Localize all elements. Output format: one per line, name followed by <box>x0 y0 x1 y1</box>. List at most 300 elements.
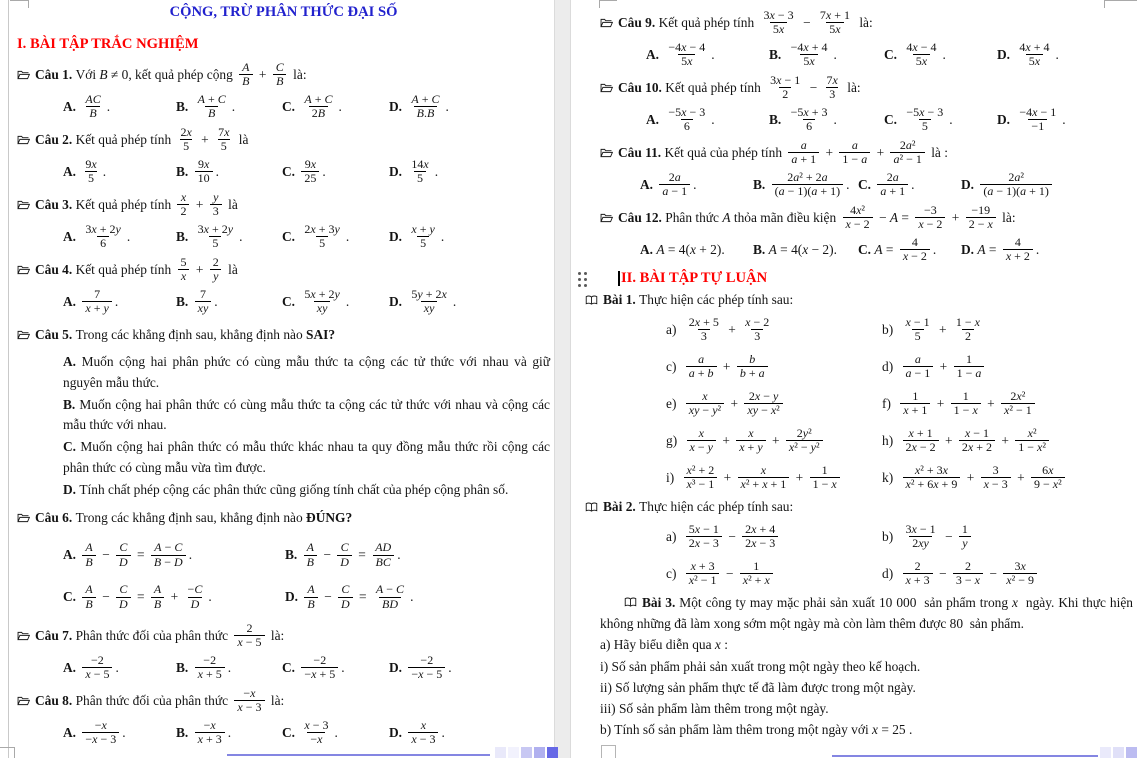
option-letter: D. <box>389 228 406 244</box>
fraction: $\frac{A - C}{BD}$ <box>375 582 405 611</box>
expression-item <box>882 459 1133 496</box>
answer-option <box>961 236 1133 264</box>
fraction: $\frac{3}{x - 3}$ <box>981 464 1011 492</box>
text: . <box>833 241 837 257</box>
fraction: $\frac{C}{B}$ <box>273 61 287 89</box>
question-stem <box>600 136 1133 169</box>
fraction: $\frac{x + 3}{\text{x² − 1}}$ <box>686 560 720 588</box>
text: là <box>224 196 238 212</box>
question-stem <box>17 253 550 286</box>
text: . <box>1035 241 1040 257</box>
expression-grid <box>666 518 1133 592</box>
answer-option <box>176 223 282 251</box>
text: là: <box>998 209 1016 225</box>
math-text: + <box>719 358 734 374</box>
text: Kết quả phép tính <box>75 131 175 147</box>
multiple-choice-questions-continued <box>600 6 1133 265</box>
fraction: $\frac{\text{2a²}}{\text{a² − 1}}$ <box>890 139 924 167</box>
math-text: B ≠ 0 <box>99 66 129 82</box>
answer-option <box>63 576 285 618</box>
question-marker-icon <box>17 631 30 641</box>
page-left[interactable] <box>8 0 554 758</box>
fraction: $\frac{A}{B}$ <box>304 583 317 611</box>
fraction: $\frac{\text{2a²}}{(a - 1)(a + 1)}$ <box>980 171 1052 199</box>
fraction: $\frac{5x + 2y}{xy}$ <box>304 286 340 315</box>
fraction: $\frac{AD}{BC}$ <box>372 541 394 569</box>
crop-mark <box>0 747 15 758</box>
text: . <box>452 293 457 309</box>
item-letter: c) <box>666 358 680 374</box>
option-letter: A. <box>646 111 663 127</box>
answer-options <box>63 534 550 618</box>
question-marker-icon <box>17 135 30 145</box>
option-letter: C. <box>282 659 299 675</box>
exercise-paragraph <box>600 698 1133 719</box>
fraction: $\frac{14x}{5}$ <box>411 156 429 185</box>
fraction: $\frac{7x}{3}$ <box>826 72 838 101</box>
answer-option <box>769 106 884 134</box>
expression-item <box>666 311 882 348</box>
expression-item <box>882 518 1133 555</box>
text: ĐÚNG? <box>306 509 353 525</box>
expression-item <box>882 385 1133 422</box>
item-letter: k) <box>882 469 897 485</box>
answer-option <box>858 236 961 264</box>
option-letter: C. <box>282 163 299 179</box>
option-letter: A. <box>640 241 657 257</box>
math-text: A = 4(x + 2) <box>656 241 722 257</box>
option-letter: C. <box>282 293 299 309</box>
fraction: $\frac{\text{2a² + 2a}}{(a - 1)(a + 1)}$ <box>772 171 844 199</box>
answer-option <box>282 654 389 682</box>
answer-option <box>389 223 550 251</box>
fraction: $\frac{1 - x}{2}$ <box>955 314 980 343</box>
text: , kết quả phép cộng <box>128 66 237 82</box>
exercise-number: Bài 2. <box>603 499 640 514</box>
text: . <box>911 176 915 192</box>
fraction: $\frac{-5x + 3}{6}$ <box>790 104 828 133</box>
question <box>17 188 550 252</box>
item-letter: f) <box>882 395 895 411</box>
math-text: x <box>714 637 721 653</box>
math-text: − <box>319 547 335 563</box>
item-letter: c) <box>666 565 680 581</box>
bottom-accent-line-left <box>227 754 490 756</box>
fraction: $\frac{a}{a + b}$ <box>686 353 717 381</box>
option-letter: B. <box>176 724 192 740</box>
fraction: $\frac{-2}{-x + 5}$ <box>301 654 338 682</box>
answer-options <box>63 652 550 683</box>
text: là: <box>267 692 285 708</box>
answer-option <box>285 576 550 618</box>
math-text: − <box>724 528 740 544</box>
option-letter: B. <box>753 176 769 192</box>
question-marker-icon <box>600 18 613 28</box>
fraction: $\frac{A - C}{B - D}$ <box>151 541 186 569</box>
answer-option <box>646 106 769 134</box>
text: . <box>942 46 946 62</box>
answer-option <box>63 437 554 479</box>
block-drag-handle[interactable] <box>578 272 587 287</box>
fraction: $\frac{-4x + 4}{5x}$ <box>790 39 828 68</box>
fraction: $\frac{6x}{\text{9 − x²}}$ <box>1031 464 1065 492</box>
text: . <box>1062 111 1066 127</box>
text: . <box>341 659 345 675</box>
option-letter: A. <box>63 354 82 369</box>
essay-exercises <box>600 289 1137 740</box>
answer-option <box>646 41 769 69</box>
option-letter: A. <box>63 98 80 114</box>
answer-option <box>63 352 554 394</box>
question-marker-icon <box>17 330 30 340</box>
fraction: $\frac{2x + 3y}{5}$ <box>304 221 340 250</box>
text: là: <box>843 79 861 95</box>
answer-options <box>63 91 550 122</box>
fraction: $\frac{2}{x + 3}$ <box>903 560 933 588</box>
question-number: Câu 2. <box>35 131 76 147</box>
fraction: $\frac{2x - y}{\text{xy − x²}}$ <box>744 390 782 418</box>
fraction: $\frac{2x}{5}$ <box>180 124 192 153</box>
question <box>600 6 1133 70</box>
option-letter: B. <box>176 228 192 244</box>
answer-options <box>646 104 1133 135</box>
item-letter: e) <box>666 395 680 411</box>
option-letter: C. <box>858 176 875 192</box>
fraction: $\frac{-5x - 3}{6}$ <box>668 104 706 133</box>
exercise-paragraph <box>600 719 1133 740</box>
fraction: $\frac{5y + 2x}{xy}$ <box>411 286 447 315</box>
fraction: $\frac{\text{x² + 2}}{\text{x³ − 1}}$ <box>684 464 718 492</box>
fraction: $\frac{C}{D}$ <box>116 583 131 611</box>
math-text: + <box>768 432 783 448</box>
fraction: $\frac{x}{\text{xy − y²}}$ <box>686 390 724 418</box>
section-2-row <box>600 270 1133 287</box>
expression-item <box>666 422 882 459</box>
answer-option <box>63 719 176 747</box>
text: . <box>440 228 445 244</box>
crop-mark <box>599 0 617 8</box>
question-marker-icon <box>600 83 613 93</box>
expression-item <box>666 348 882 385</box>
answer-option <box>176 158 282 186</box>
option-letter: B. <box>176 293 192 309</box>
fraction: $\frac{-x}{-x - 3}$ <box>82 719 119 747</box>
math-text: − <box>98 589 113 605</box>
answer-option <box>285 534 550 576</box>
exercise-book-icon <box>585 295 598 305</box>
question-stem <box>17 619 550 652</box>
fraction: $\frac{1}{\text{x² + x}}$ <box>740 560 773 588</box>
item-letter: d) <box>882 358 897 374</box>
option-letter: A. <box>63 228 80 244</box>
math-text: = <box>354 547 370 563</box>
text: thỏa mãn điều kiện <box>730 209 840 225</box>
answer-option <box>389 288 550 316</box>
text: . <box>932 241 937 257</box>
exercise-book-icon <box>624 597 637 607</box>
fraction: $\frac{x}{\text{x² + x + 1}}$ <box>738 464 790 492</box>
question-stem <box>600 201 1133 234</box>
fraction: $\frac{5x - 1}{2x - 3}$ <box>686 523 722 551</box>
math-text: A = 4(x − 2) <box>768 241 834 257</box>
fraction: $\frac{2}{3 - x}$ <box>953 560 983 588</box>
option-letter: B. <box>769 46 785 62</box>
fraction: $\frac{-5x - 3}{5}$ <box>906 104 944 133</box>
text: ngày. Khi thực hiện không những đã làm xong sớm một ngày mà còn làm thêm được 80 sản phẩm. <box>600 595 1137 632</box>
math-text: − <box>722 565 737 581</box>
option-letter: A. <box>63 724 80 740</box>
text: Kết quả phép tính <box>658 14 758 30</box>
fraction: $\frac{x}{x - y}$ <box>687 427 716 455</box>
option-letter: A. <box>63 659 80 675</box>
math-text: + <box>197 131 213 147</box>
text: . <box>1055 46 1059 62</box>
math-text: + <box>255 66 270 82</box>
fraction: $\frac{\text{4x²}}{x - 2}$ <box>843 204 873 232</box>
answer-option <box>997 106 1133 134</box>
option-letter: B. <box>769 111 785 127</box>
text: . <box>188 547 193 563</box>
text: . <box>846 176 850 192</box>
math-text: − <box>935 565 950 581</box>
question-stem <box>17 318 550 351</box>
fraction: $\frac{2x + 5}{3}$ <box>688 314 719 343</box>
answer-option <box>753 171 858 199</box>
fraction: $\frac{1}{1 - x}$ <box>810 464 840 492</box>
bottom-accent-line-right <box>832 755 1098 757</box>
text: a) Hãy biểu diễn qua <box>600 637 715 653</box>
answer-options <box>63 286 550 317</box>
option-letter: D. <box>997 46 1014 62</box>
fraction: $\frac{5}{x}$ <box>177 256 189 284</box>
text: . <box>949 111 953 127</box>
fraction: $\frac{7}{x + y}$ <box>82 288 111 316</box>
text: . <box>114 293 119 309</box>
text: Muốn cộng hai phân thức có mẫu thức khác nhau ta quy đồng mẫu thức rồi cộng các phân thức có cùng mẫu vừa tìm được. <box>63 439 554 475</box>
option-letter: A. <box>640 176 657 192</box>
question-marker-icon <box>600 213 613 223</box>
fraction: $\frac{b}{b + a}$ <box>737 353 768 381</box>
fraction: $\frac{-2}{x - 5}$ <box>82 654 112 682</box>
text: Trong các khẳng định sau, khẳng định nào <box>75 326 307 342</box>
answer-option <box>176 93 282 121</box>
question <box>17 253 550 317</box>
fraction: $\frac{\text{x²}}{\text{1 − x²}}$ <box>1015 427 1049 455</box>
text: . <box>227 659 232 675</box>
math-text: x <box>1012 595 1018 610</box>
math-text: = <box>133 547 148 563</box>
exercise-paragraph <box>600 592 1137 634</box>
fraction: $\frac{y}{3}$ <box>210 191 222 219</box>
text: . <box>711 111 715 127</box>
section-1-heading: I. BÀI TẬP TRẮC NGHIỆM <box>17 36 199 52</box>
math-text: + <box>936 358 951 374</box>
answer-option <box>282 93 389 121</box>
text: . <box>441 724 445 740</box>
option-letter: D. <box>997 111 1014 127</box>
option-letter: D. <box>63 481 80 497</box>
item-letter: i) <box>666 469 678 485</box>
question <box>600 201 1133 265</box>
answer-option <box>63 480 550 501</box>
math-text: + <box>933 395 948 411</box>
expression-item <box>882 422 1133 459</box>
expression-item <box>882 348 1133 385</box>
text: . <box>345 293 350 309</box>
math-text: − <box>98 547 113 563</box>
math-text: + <box>963 469 978 485</box>
fraction: $\frac{9x}{25}$ <box>301 158 319 186</box>
exercise-heading <box>585 496 1133 518</box>
math-text: A = <box>874 241 897 257</box>
fraction: $\frac{2x + 4}{2x - 3}$ <box>742 523 778 551</box>
text: Phân thức <box>665 209 723 225</box>
text: Muốn cộng hai phân thức có cùng mẫu thức ta cộng các tử thức với nhau và cộng các mẫu thức với nhau. <box>63 396 554 433</box>
fraction: $\frac{3x - 1}{2xy}$ <box>905 521 936 550</box>
math-text: + <box>935 321 950 337</box>
answer-options <box>646 39 1133 70</box>
text: . <box>833 111 837 127</box>
fraction: $\frac{2a}{a + 1}$ <box>877 171 908 199</box>
answer-option <box>63 158 176 186</box>
math-text: + <box>948 209 963 225</box>
question <box>600 71 1133 135</box>
text: . <box>214 293 218 309</box>
option-letter: A. <box>646 46 663 62</box>
question-number: Câu 12. <box>618 209 666 225</box>
fraction: $\frac{1}{1 - a}$ <box>954 353 985 381</box>
text: . <box>334 724 338 740</box>
math-text: + <box>1013 469 1028 485</box>
question-marker-icon <box>17 696 30 706</box>
fraction: $\frac{x}{x + y}$ <box>736 427 765 455</box>
text: . <box>231 98 236 114</box>
answer-option <box>389 654 550 682</box>
answer-option <box>282 223 389 251</box>
option-letter: D. <box>961 241 978 257</box>
fraction: $\frac{2}{y}$ <box>210 256 222 284</box>
text: . <box>239 228 243 244</box>
page-gap <box>554 0 571 758</box>
question-stem <box>17 58 550 91</box>
question-marker-icon <box>600 148 613 158</box>
fraction: $\frac{\text{x² + 3x}}{\text{x² + 6x + 9}}$ <box>903 464 961 492</box>
expression-item <box>666 518 882 555</box>
text: là: <box>855 14 873 30</box>
answer-option <box>282 288 389 316</box>
answer-option <box>884 41 997 69</box>
math-text: − <box>806 79 821 95</box>
fraction: $\frac{x}{2}$ <box>177 191 189 219</box>
math-text: x = 25 <box>872 722 906 738</box>
exercise-intro: Thực hiện các phép tính sau: <box>639 292 794 307</box>
exercise <box>600 496 1133 592</box>
text: là: <box>289 66 307 82</box>
text: là <box>224 261 238 277</box>
math-text: − <box>320 589 335 605</box>
answer-options <box>640 234 1133 265</box>
answer-options <box>63 717 550 748</box>
question-number: Câu 4. <box>35 261 76 277</box>
exercise <box>600 592 1137 740</box>
crop-mark <box>1104 0 1137 8</box>
fraction: $\frac{x - 2}{3}$ <box>745 314 770 343</box>
text-cursor <box>618 271 620 286</box>
fraction: $\frac{3x + 2y}{6}$ <box>85 221 121 250</box>
text: . <box>905 722 913 738</box>
question <box>17 318 554 500</box>
fraction: $\frac{3x}{\text{x² − 9}}$ <box>1003 560 1037 588</box>
option-letter: C. <box>282 98 299 114</box>
option-letter: D. <box>389 98 406 114</box>
text: là <box>235 131 249 147</box>
expression-grid <box>666 311 1133 496</box>
page-right[interactable] <box>571 0 1137 758</box>
expression-item <box>666 459 882 496</box>
fraction: $\frac{1}{1 - x}$ <box>951 390 981 418</box>
question-stem <box>17 501 550 534</box>
answer-option <box>961 171 1133 199</box>
option-letter: D. <box>389 659 406 675</box>
fraction: $\frac{A}{B}$ <box>151 583 164 611</box>
answer-options <box>63 156 550 187</box>
question <box>17 123 550 187</box>
text: là: <box>267 627 285 643</box>
option-letter: A. <box>63 547 80 563</box>
exercise-intro: Thực hiện các phép tính sau: <box>639 499 794 514</box>
document-title: CỘNG, TRỪ PHÂN THỨC ĐẠI SỐ <box>169 4 398 20</box>
option-letter: B. <box>63 396 80 412</box>
answer-option <box>282 158 389 186</box>
text: Kết quả phép tính <box>665 79 765 95</box>
question-number: Câu 1. <box>35 66 76 82</box>
text: : <box>720 637 728 653</box>
math-text: + <box>792 469 807 485</box>
fraction: $\frac{\text{2x²}}{\text{x² − 1}}$ <box>1001 390 1035 418</box>
exercise-paragraph <box>600 634 1133 655</box>
fraction: $\frac{3x - 1}{2}$ <box>770 72 801 101</box>
math-text: − <box>941 528 956 544</box>
answer-options <box>640 169 1133 200</box>
math-text: + <box>822 144 837 160</box>
math-text: + <box>192 261 207 277</box>
item-letter: b) <box>882 528 897 544</box>
answer-option <box>176 288 282 316</box>
option-letter: C. <box>282 724 299 740</box>
option-letter: C. <box>282 228 299 244</box>
fraction: $\frac{2}{x - 5}$ <box>234 622 264 650</box>
fraction: $\frac{x - 1}{2x + 2}$ <box>959 427 995 455</box>
fraction: $\frac{-x}{x + 3}$ <box>195 719 225 747</box>
text: . <box>122 724 126 740</box>
math-text: + <box>998 432 1013 448</box>
fraction: $\frac{-2}{x + 5}$ <box>195 654 225 682</box>
text: . <box>833 46 837 62</box>
fraction: $\frac{7x + 1}{5x}$ <box>819 7 850 36</box>
fraction: $\frac{4}{x - 2}$ <box>900 236 930 264</box>
fraction: $\frac{-4x - 4}{5x}$ <box>668 39 706 68</box>
answer-option <box>176 719 282 747</box>
option-letter: C. <box>63 439 81 455</box>
text: . <box>106 98 111 114</box>
fraction: $\frac{a}{1 - a}$ <box>839 139 870 167</box>
exercise-number: Bài 1. <box>603 292 640 307</box>
question <box>17 619 550 683</box>
fraction: $\frac{A + C}{2B}$ <box>304 91 333 120</box>
answer-option <box>63 93 176 121</box>
fraction: $\frac{1}{y}$ <box>959 523 971 551</box>
option-letter: C. <box>884 111 901 127</box>
